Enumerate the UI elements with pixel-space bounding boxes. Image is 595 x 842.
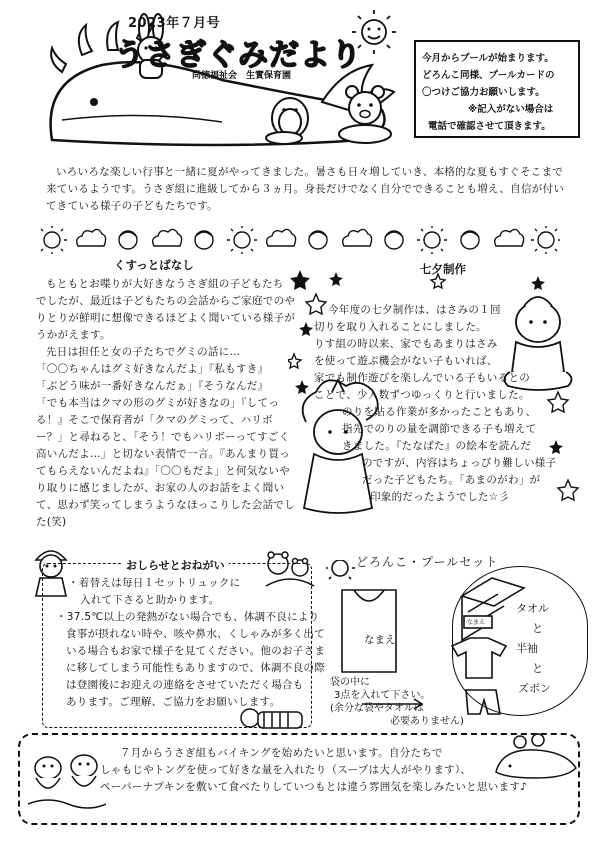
tanabata-line: きました。『たなばた』の絵本を読んだ bbox=[342, 440, 532, 452]
tanabata-line: 切りを取り入れることにしました。 bbox=[314, 321, 487, 333]
oshirase-line: 食事が摂れない時や、咳や鼻水、くしゃみが多く出て bbox=[66, 628, 325, 640]
tanabata-line: ことで、少人数ずつゆっくりと行いました。 bbox=[314, 389, 530, 401]
kusutto-line: 先日は担任と女の子たちでグミの話に… bbox=[46, 346, 241, 358]
tanabata-line: 印象的だったようでした☆彡 bbox=[370, 491, 510, 503]
notice-line: 電話で確認させて頂きます。 bbox=[428, 121, 551, 132]
kusutto-line: る！』そこで保育者が「クマのグミって、ハリボ bbox=[36, 414, 273, 426]
kusutto-title: くすっとばなし bbox=[114, 258, 194, 272]
item-shirt-label: 半袖 bbox=[516, 642, 538, 655]
towel-name-tag: なまえ bbox=[467, 619, 486, 626]
otters-drawing bbox=[26, 750, 106, 820]
pool-note bbox=[330, 676, 464, 728]
sleeping-child-illustration bbox=[234, 704, 306, 734]
kusutto-line: りとりが鮮明に想像できるほどよく聞いている様子が bbox=[36, 312, 296, 324]
item-and-label-2: と bbox=[532, 662, 543, 675]
oshirase-title: おしらせとおねがい bbox=[122, 557, 229, 573]
tanabata-line: のりを貼る作業が多かったこともあり、 bbox=[342, 406, 537, 418]
item-towel-label: タオル bbox=[516, 602, 549, 615]
item-pants-label: ズボン bbox=[518, 682, 551, 695]
pool-note-line: 3点を入れて下さい。 bbox=[334, 690, 431, 701]
issue-date: 2023年７月号 bbox=[128, 16, 221, 31]
kusutto-line: もともとお喋りが大好きなうさぎ組の子どもたち bbox=[46, 278, 284, 290]
viking-line: しゃもじやトングを使って好きな量を入れたり（スープは大人がやります）、 bbox=[100, 764, 472, 776]
newsletter-title: うさぎぐみだより bbox=[114, 38, 362, 73]
tanabata-line: のですが、内容はちょっぴり難しい様子 bbox=[362, 457, 557, 469]
kusutto-line: て、思わず笑ってしまうようなほっこりした会話でし bbox=[36, 499, 295, 511]
kusutto-line: てもらえないんだよね』「〇〇もだよ」と何気ないや bbox=[36, 465, 290, 477]
bag-name-label: なまえ bbox=[364, 634, 396, 646]
kusutto-line: た(笑) bbox=[36, 516, 67, 528]
pool-note-line: 袋の中に bbox=[330, 677, 370, 688]
tanabata-line: だった子どもたち。「あまのがわ」が bbox=[362, 474, 541, 486]
intro-paragraph bbox=[46, 164, 564, 215]
tanabata-line: りす組の時以来、家でもあまりはさみ bbox=[314, 338, 498, 350]
tanabata-paragraph bbox=[314, 302, 556, 506]
pool-note-line: (余分な袋やタオルは bbox=[330, 703, 424, 714]
viking-line: ペーパーナプキンを敷いて食べたりしていつもとは違う雰囲気を楽しみたいと思います♪ bbox=[100, 781, 528, 793]
tanabata-title: 七夕制作 bbox=[420, 262, 466, 276]
notice-line: ※記入がない場合は bbox=[468, 104, 554, 115]
kusutto-line: うかがえます。 bbox=[36, 329, 111, 341]
oshirase-line: いる場合もお家で様子を見てください。他のお子さま bbox=[66, 645, 326, 657]
tanabata-line: 今年度の七夕制作は、はさみの１回 bbox=[328, 304, 501, 316]
oshirase-line: に移してしまう可能性もありますので、体調不良の際 bbox=[66, 662, 325, 674]
notice-line: 今月からプールが始まります。 bbox=[422, 53, 554, 64]
organization-name: 尚徳福祉会 生實保育園 bbox=[192, 71, 292, 81]
kusutto-line: ー？」と尋ねると、「そう！でもハリボーってすごく bbox=[36, 431, 290, 443]
oshirase-line: ・37.5℃以上の発熱がない場合でも、体調不良により bbox=[56, 611, 320, 623]
otters-illustration bbox=[26, 750, 106, 820]
oshirase-line: は登園後にお迎えの連絡をさせていただく場合も bbox=[66, 679, 304, 691]
pool-set-title: どろんこ・プールセット bbox=[356, 555, 499, 569]
intro-line: てきている様子の子どもたちです。 bbox=[46, 200, 218, 212]
intro-line: 来ているようです。うさぎ組に進級してから３ヵ月。身長だけでなく自分でできることも増え、自信が付い bbox=[46, 183, 565, 195]
kusutto-paragraph bbox=[36, 276, 295, 531]
intro-line: いろいろな楽しい行事と一緒に夏がやってきました。暑さも日々増していき、本格的な夏もすぐそこまで bbox=[56, 166, 564, 178]
viking-line: ７月からうさぎ組もバイキングを始めたいと思います。自分たちで bbox=[120, 747, 443, 759]
kusutto-line: 「ぶどう味が一番好きなんだぁ」『そうなんだ』 bbox=[36, 380, 269, 392]
item-and-label: と bbox=[532, 622, 543, 635]
notice-line: 〇つけご協力お願いします。 bbox=[422, 87, 545, 98]
tanabata-line: を使って遊ぶ機会がない子もいれば、 bbox=[314, 355, 498, 367]
kusutto-line: 高いんだよ…」と切ない表情で一言。『あんまり買っ bbox=[36, 448, 290, 460]
tanabata-line: 指先でのりの量を調節できる子も増えて bbox=[342, 423, 537, 435]
oshirase-line: あります。ご理解、ご協力をお願いします。 bbox=[66, 696, 281, 708]
tanabata-line: 家でも制作遊びを楽しんでいる子もいるとの bbox=[314, 372, 530, 384]
kusutto-line: り取りに感じましたが、お家の人のお話をよく聞い bbox=[36, 482, 285, 494]
oshirase-line: 入れて下さると助かります。 bbox=[80, 594, 220, 606]
faces-border bbox=[40, 226, 560, 254]
pool-note-line: 必要ありません) bbox=[390, 716, 464, 727]
oshirase-line: ・着替えは毎日１セットリュックに bbox=[68, 577, 241, 589]
oshirase-paragraph bbox=[56, 575, 325, 711]
viking-paragraph bbox=[100, 745, 527, 796]
kusutto-line: 「〇〇ちゃんはグミ好きなんだよ」『私もすき』 bbox=[36, 363, 269, 375]
kusutto-line: 「でも本当はクマの形のグミが好きなの」『してっ bbox=[36, 397, 280, 409]
sleeping-drawing bbox=[234, 704, 306, 734]
kusutto-line: でしたが、最近は子どもたちの会話からご家庭でのや bbox=[36, 295, 296, 307]
pool-notice-box bbox=[414, 40, 580, 138]
notice-line: どろんこ同様、プールカードの bbox=[422, 70, 555, 81]
faces-row-drawing bbox=[40, 226, 560, 254]
